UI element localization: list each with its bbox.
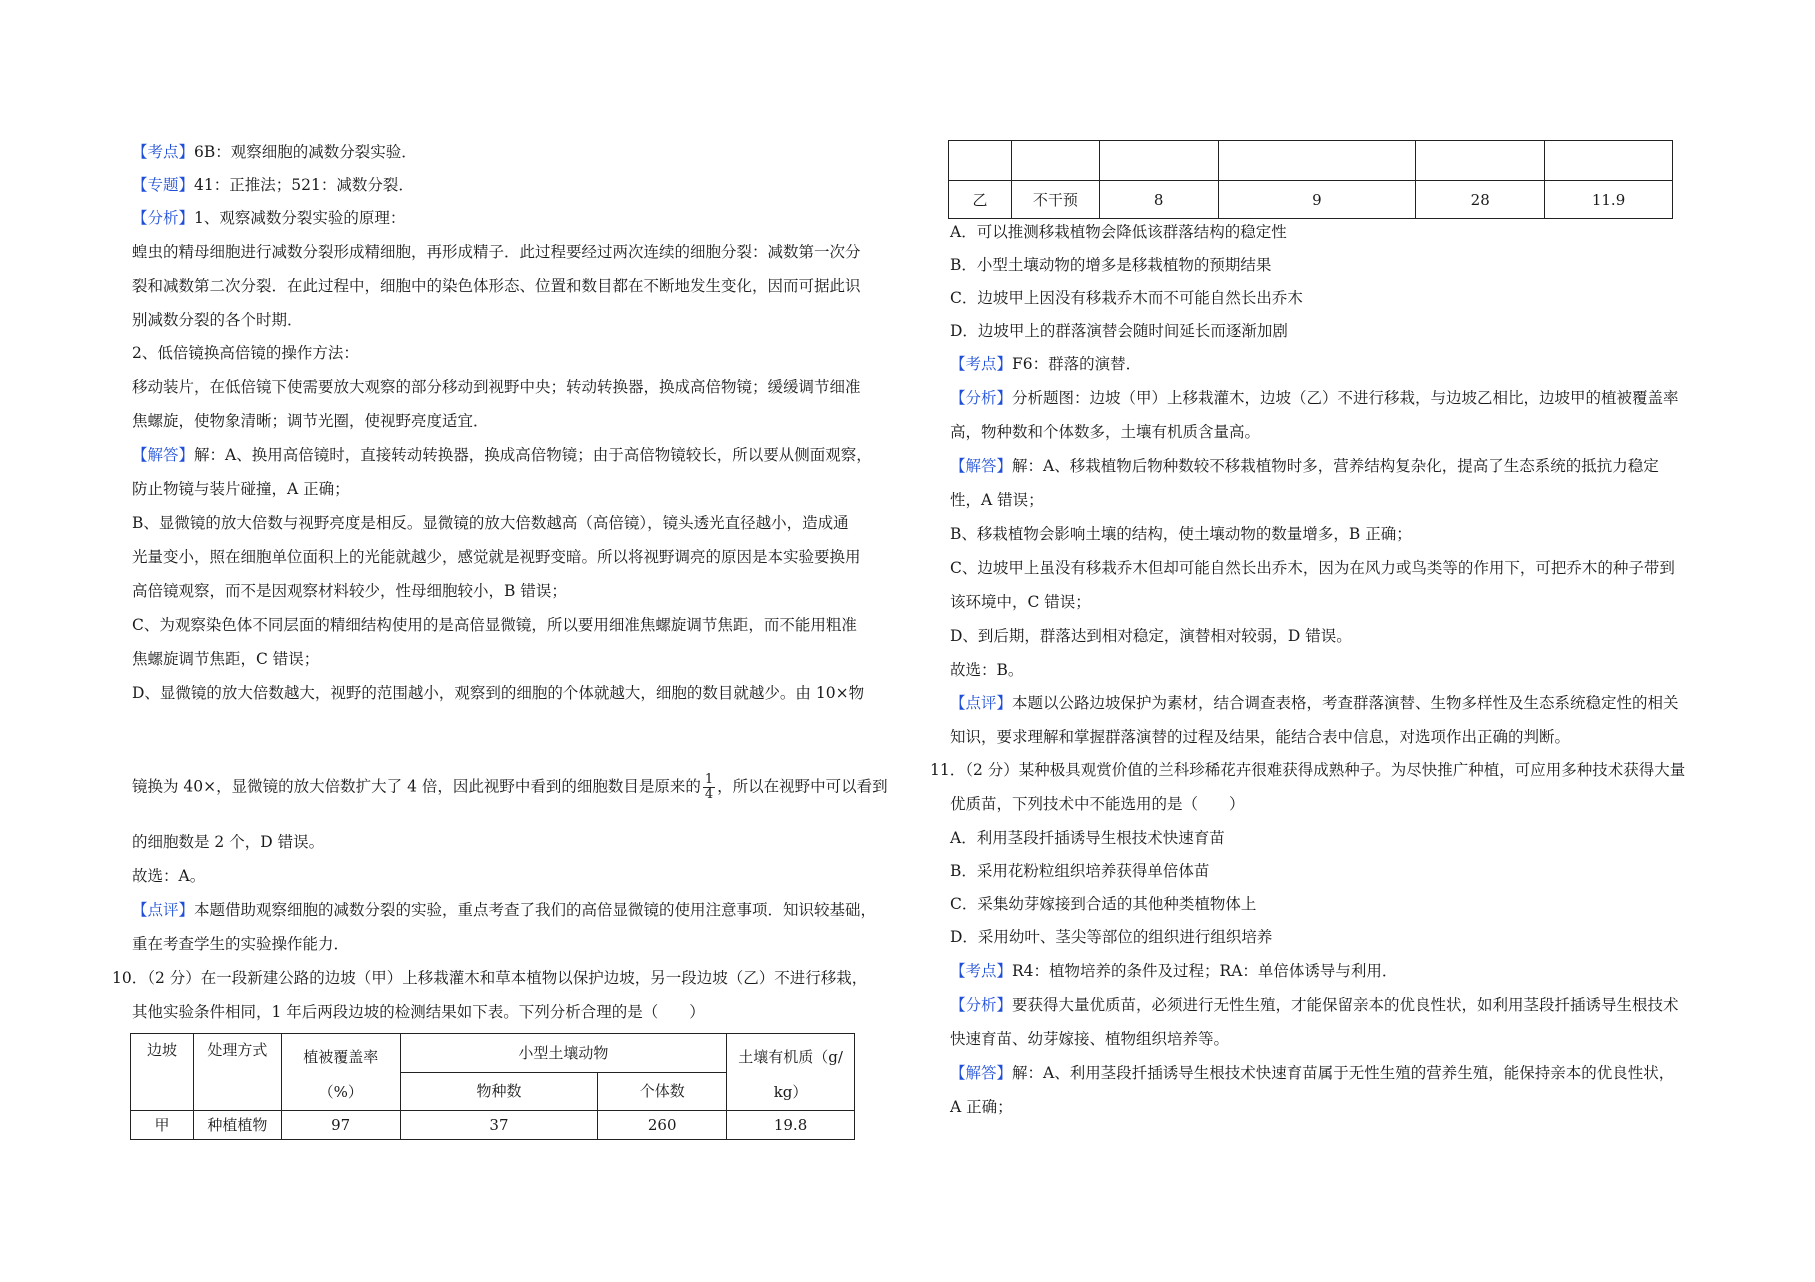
dianping-tag: 【点评】 xyxy=(950,694,1013,712)
fraction-numerator: 1 xyxy=(704,772,714,787)
table-cell: 种植植物 xyxy=(193,1111,281,1140)
text-line: 移动装片，在低倍镜下使需要放大观察的部分移动到视野中央；转动转换器，换成高倍物镜；缓缓调节细准 xyxy=(132,378,861,396)
kaodian-tag: 【考点】 xyxy=(950,355,1013,373)
fenxi-text: 1、观察减数分裂实验的原理： xyxy=(194,209,406,227)
text-line: 焦螺旋，使物象清晰；调节光圈，使视野亮度适宜． xyxy=(132,412,489,430)
text-line: D、显微镜的放大倍数越大，视野的范围越小，观察到的细胞的个体就越大，细胞的数目就越少。由 10×物 xyxy=(132,684,865,702)
header-method: 处理方式 xyxy=(193,1034,281,1111)
text-line: 高，物种数和个体数多，土壤有机质含量高。 xyxy=(950,423,1261,441)
table-cell: 甲 xyxy=(131,1111,194,1140)
table-row xyxy=(949,181,1673,219)
table-cell: 19.8 xyxy=(727,1111,855,1140)
text-line: 故选：A。 xyxy=(132,867,206,885)
table-row xyxy=(131,1111,855,1140)
dianping-tag: 【点评】 xyxy=(132,901,195,919)
kaodian-line xyxy=(132,142,417,162)
zhuanti-line xyxy=(132,175,414,195)
kaodian-tag: 【考点】 xyxy=(132,143,195,161)
text-line: 焦螺旋调节焦距，C 错误； xyxy=(132,650,320,668)
jieda-line xyxy=(132,445,872,465)
option-d: D．采用幼叶、茎尖等部位的组织进行组织培养 xyxy=(950,928,1273,946)
table-cell: 不干预 xyxy=(1011,181,1099,219)
header-organic xyxy=(727,1034,855,1111)
table-cell: 28 xyxy=(1416,181,1545,219)
fenxi-text: 要获得大量优质苗，必须进行无性生殖，才能保留亲本的优良性状，如利用茎段扦插诱导生根技术 xyxy=(1012,996,1679,1014)
table-cell: 乙 xyxy=(949,181,1012,219)
table-cell: 260 xyxy=(598,1111,727,1140)
jieda-text: 解：A、利用茎段扦插诱导生根技术快速育苗属于无性生殖的营养生殖，能保持亲本的优良性状， xyxy=(1012,1064,1675,1082)
text-line: 别减数分裂的各个时期． xyxy=(132,311,303,329)
table-cell: 37 xyxy=(400,1111,598,1140)
text-line: 2、低倍镜换高倍镜的操作方法： xyxy=(132,344,359,362)
text-line: 的细胞数是 2 个，D 错误。 xyxy=(132,833,325,851)
dianping-line xyxy=(950,693,1679,713)
jieda-tag: 【解答】 xyxy=(950,1064,1013,1082)
jieda-line xyxy=(950,1063,1674,1083)
text-line: C、边坡甲上虽没有移栽乔木但却可能自然长出乔木，因为在风力或鸟类等的作用下，可把乔木的种子带到 xyxy=(950,559,1675,577)
fraction-denominator: 4 xyxy=(704,787,714,802)
text-line: A 正确； xyxy=(950,1098,1013,1116)
jieda-text: 解：A、换用高倍镜时，直接转动转换器，换成高倍物镜；由于高倍物镜较长，所以要从侧面观察， xyxy=(194,446,872,464)
dianping-line xyxy=(132,900,876,920)
fenxi-tag: 【分析】 xyxy=(950,996,1013,1014)
jieda-tag: 【解答】 xyxy=(132,446,195,464)
fenxi-line xyxy=(950,995,1679,1015)
header-coverage-l1: 植被覆盖率 xyxy=(303,1048,379,1066)
table-cell: 97 xyxy=(281,1111,400,1140)
text-line: B、显微镜的放大倍数与视野亮度是相反。显微镜的放大倍数越高（高倍镜），镜头透光直径越小，造成通 xyxy=(132,514,849,532)
text-segment: 镜换为 40×，显微镜的放大倍数扩大了 4 倍，因此视野中看到的细胞数目是原来的 xyxy=(132,777,701,796)
kaodian-text: F6：群落的演替． xyxy=(1012,355,1142,373)
question-10-stem: 10．（2 分）在一段新建公路的边坡（甲）上移栽灌木和草本植物以保护边坡，另一段边坡（乙）不进行移栽， xyxy=(112,969,868,987)
header-species: 物种数 xyxy=(400,1072,598,1111)
data-table-part1 xyxy=(130,1033,855,1140)
text-line: 蝗虫的精母细胞进行减数分裂形成精细胞，再形成精子．此过程要经过两次连续的细胞分裂：减数第一次分 xyxy=(132,243,861,261)
header-coverage xyxy=(281,1034,400,1111)
kaodian-line xyxy=(950,961,1397,981)
text-line: D、到后期，群落达到相对稳定，演替相对较弱，D 错误。 xyxy=(950,627,1352,645)
header-soil-animals: 小型土壤动物 xyxy=(400,1034,726,1073)
fenxi-line xyxy=(132,208,405,228)
question-11-stem: 11．（2 分）某种极具观赏价值的兰科珍稀花卉很难获得成熟种子。为尽快推广种植，可应用多种技术获得大量 xyxy=(930,761,1686,779)
header-organic-l2: kg） xyxy=(773,1083,808,1101)
option-a: A．可以推测移栽植物会降低该群落结构的稳定性 xyxy=(950,223,1287,241)
text-line: 光量变小，照在细胞单位面积上的光能就越少，感觉就是视野变暗。所以将视野调亮的原因是本实验要换用 xyxy=(132,548,861,566)
text-line: 性，A 错误； xyxy=(950,491,1044,509)
text-line: 该环境中，C 错误； xyxy=(950,593,1091,611)
jieda-tag: 【解答】 xyxy=(950,457,1013,475)
kaodian-text: 6B：观察细胞的减数分裂实验． xyxy=(194,143,417,161)
dianping-text: 本题以公路边坡保护为素材，结合调查表格，考查群落演替、生物多样性及生态系统稳定性的相关 xyxy=(1012,694,1679,712)
zhuanti-text: 41：正推法；521：减数分裂． xyxy=(194,176,414,194)
question-10-stem: 其他实验条件相同，1 年后两段边坡的检测结果如下表。下列分析合理的是（ ） xyxy=(132,1003,705,1021)
kaodian-line xyxy=(950,354,1141,374)
text-line: 快速育苗、幼芽嫁接、植物组织培养等。 xyxy=(950,1030,1230,1048)
fraction-line xyxy=(132,773,888,802)
kaodian-text: R4：植物培养的条件及过程；RA：单倍体诱导与利用． xyxy=(1012,962,1398,980)
text-line: C、为观察染色体不同层面的精细结构使用的是高倍显微镜，所以要用细准焦螺旋调节焦距，而不能用粗准 xyxy=(132,616,857,634)
text-line: 重在考查学生的实验操作能力． xyxy=(132,935,350,953)
option-d: D．边坡甲上的群落演替会随时间延长而逐渐加剧 xyxy=(950,322,1288,340)
kaodian-tag: 【考点】 xyxy=(950,962,1013,980)
option-c: C．采集幼芽嫁接到合适的其他种类植物体上 xyxy=(950,895,1257,913)
fraction xyxy=(703,773,715,802)
question-11-stem: 优质苗，下列技术中不能选用的是（ ） xyxy=(950,795,1245,813)
text-line: 裂和减数第二次分裂．在此过程中，细胞中的染色体形态、位置和数目都在不断地发生变化，因而可据此识 xyxy=(132,277,861,295)
fenxi-tag: 【分析】 xyxy=(950,389,1013,407)
text-line: 防止物镜与装片碰撞，A 正确； xyxy=(132,480,350,498)
header-organic-l1: 土壤有机质（g/ xyxy=(738,1048,843,1066)
fenxi-line xyxy=(950,388,1679,408)
text-line: 知识，要求理解和掌握群落演替的过程及结果，能结合表中信息，对选项作出正确的判断。 xyxy=(950,728,1571,746)
text-segment: ，所以在视野中可以看到 xyxy=(717,777,888,796)
option-a: A．利用茎段扦插诱导生根技术快速育苗 xyxy=(950,829,1225,847)
jieda-line xyxy=(950,456,1659,476)
option-b: B．小型土壤动物的增多是移栽植物的预期结果 xyxy=(950,256,1272,274)
header-coverage-l2: （%） xyxy=(318,1083,363,1101)
option-c: C．边坡甲上因没有移栽乔木而不可能自然长出乔木 xyxy=(950,289,1303,307)
table-cell: 9 xyxy=(1218,181,1416,219)
dianping-text: 本题借助观察细胞的减数分裂的实验，重点考查了我们的高倍显微镜的使用注意事项．知识较基础， xyxy=(194,901,877,919)
fenxi-tag: 【分析】 xyxy=(132,209,195,227)
text-line: 高倍镜观察，而不是因观察材料较少，性母细胞较小，B 错误； xyxy=(132,582,567,600)
header-count: 个体数 xyxy=(598,1072,727,1111)
text-line: B、移栽植物会影响土壤的结构，使土壤动物的数量增多，B 正确； xyxy=(950,525,1412,543)
table-cell: 11.9 xyxy=(1545,181,1673,219)
header-slope: 边坡 xyxy=(131,1034,194,1111)
zhuanti-tag: 【专题】 xyxy=(132,176,195,194)
text-line: 故选：B。 xyxy=(950,661,1024,679)
table-cell: 8 xyxy=(1099,181,1218,219)
option-b: B．采用花粉粒组织培养获得单倍体苗 xyxy=(950,862,1210,880)
data-table-part2 xyxy=(948,140,1673,219)
jieda-text: 解：A、移栽植物后物种数较不移栽植物时多，营养结构复杂化，提高了生态系统的抵抗力稳定 xyxy=(1012,457,1659,475)
fenxi-text: 分析题图：边坡（甲）上移栽灌木，边坡（乙）不进行移栽，与边坡乙相比，边坡甲的植被覆盖率 xyxy=(1012,389,1679,407)
